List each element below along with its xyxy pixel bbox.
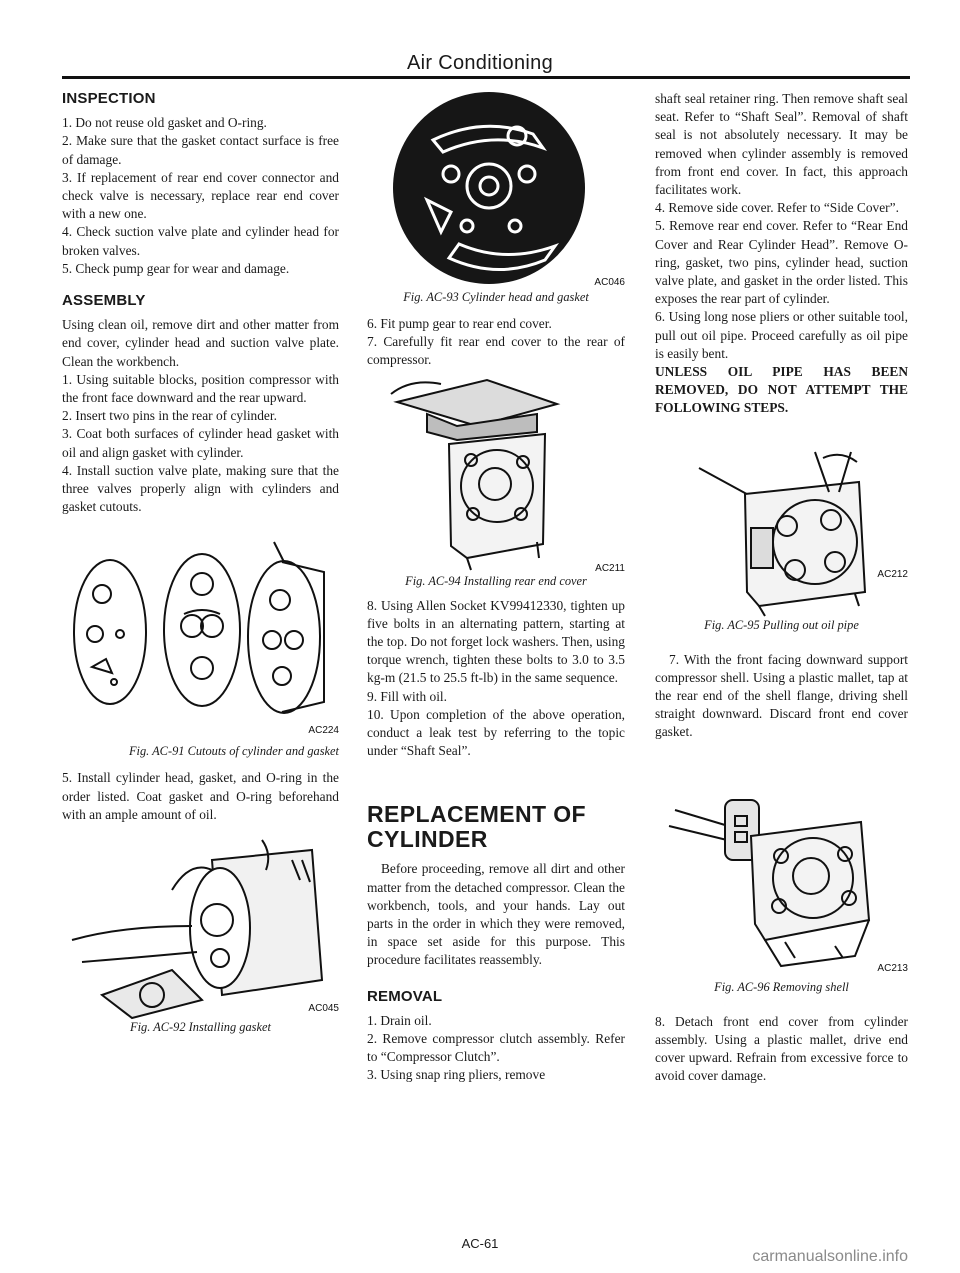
- figure-code: AC046: [594, 277, 625, 288]
- figure-ac96: [655, 770, 908, 980]
- figure-code: AC212: [877, 568, 908, 580]
- figure-code: AC045: [308, 1003, 339, 1015]
- figure-code: AC211: [595, 562, 625, 574]
- removal-item: 5. Remove rear end cover. Refer to “Rear End Cover and Rear Cylinder Head”. Remove O-ring, gasket, two pins, cylinder head, suction valve plate, and gasket in the order listed. This exposes the rear part of cylinder.: [655, 218, 908, 307]
- cutouts-illustration: [62, 522, 339, 722]
- assembly-item: 2. Insert two pins in the rear of cylinder.: [62, 408, 277, 424]
- assembly-item: 9. Fill with oil.: [367, 688, 447, 704]
- page-header-title: Air Conditioning: [407, 52, 553, 74]
- assembly-item: 6. Fit pump gear to rear end cover.: [367, 316, 552, 331]
- inspection-heading: INSPECTION: [62, 90, 156, 107]
- cylinder-head-illustration: [367, 90, 625, 290]
- removal-item-7: 7. With the front facing downward support compressor shell. Using a plastic mallet, tap at the rear end of the shell flange, driving shell straight downward. Discard front end cover gasket.: [655, 651, 908, 740]
- figure-code: AC213: [877, 962, 908, 974]
- figure-ac92: [62, 830, 339, 1020]
- figure-caption-ac93: Fig. AC-93 Cylinder head and gasket: [403, 290, 589, 304]
- assembly-item: 7. Carefully fit rear end cover to the rear of compressor.: [367, 334, 625, 368]
- warning-text: UNLESS OIL PIPE HAS BEEN REMOVED, DO NOT ATTEMPT THE FOLLOWING STEPS.: [655, 364, 908, 416]
- pulling-oil-pipe-illustration: [655, 446, 908, 618]
- figure-caption-ac95: Fig. AC-95 Pulling out oil pipe: [704, 617, 859, 632]
- figure-ac91: [62, 522, 339, 744]
- rear-end-cover-illustration: [367, 374, 625, 574]
- removal-continued: shaft seal retainer ring. Then remove shaft seal seat. Refer to “Shaft Seal”. Removal of shaft seal is not absolutely necessary. It may be removed when cylinder assembly is removed from front end cover. In fact, this approach facilitates work.: [655, 91, 908, 198]
- figure-ac94: [367, 374, 625, 574]
- removal-item: 2. Remove compressor clutch assembly. Refer to “Compressor Clutch”.: [367, 1031, 625, 1065]
- removal-heading: REMOVAL: [367, 987, 443, 1005]
- page-number: AC-61: [461, 1236, 499, 1251]
- inspection-item: 3. If replacement of rear end cover connector and check valve is necessary, replace rear end cover with a new one.: [62, 169, 339, 222]
- assembly-item: 10. Upon completion of the above operation, conduct a leak test by referring to the topic under “Shaft Seal”.: [367, 706, 625, 759]
- inspection-item: 5. Check pump gear for wear and damage.: [62, 260, 290, 276]
- removing-shell-illustration: [655, 770, 908, 980]
- removal-item: 3. Using snap ring pliers, remove: [367, 1067, 546, 1083]
- removal-item: 6. Using long nose pliers or other suitable tool, pull out oil pipe. Proceed carefully as oil pipe is easily bent.: [655, 309, 908, 361]
- replacement-heading: REPLACEMENT OF CYLINDER: [367, 801, 586, 853]
- header-rule: [62, 76, 910, 79]
- figure-code: AC224: [308, 725, 339, 737]
- figure-ac95: [655, 446, 908, 618]
- removal-item-8: 8. Detach front end cover from cylinder assembly. Using a plastic mallet, drive end cover upward. Refrain from excessive force to avoid cover damage.: [655, 1013, 908, 1084]
- assembly-item: 3. Coat both surfaces of cylinder head gasket with oil and align gasket with cylinder.: [62, 426, 339, 460]
- removal-item: 4. Remove side cover. Refer to “Side Cover”.: [655, 200, 899, 216]
- inspection-item: 2. Make sure that the gasket contact surface is free of damage.: [62, 133, 339, 167]
- assembly-item: 1. Using suitable blocks, position compressor with the front face downward and the rear upward.: [62, 371, 339, 406]
- figure-caption-ac92: Fig. AC-92 Installing gasket: [130, 1020, 271, 1035]
- removal-item: 1. Drain oil.: [367, 1012, 432, 1028]
- assembly-item: 4. Install suction valve plate, making sure that the three valves properly align with cylinders and gasket cutouts.: [62, 462, 339, 515]
- installing-gasket-illustration: [62, 830, 339, 1020]
- column-right: [655, 90, 908, 1085]
- watermark: carmanualsonline.info: [752, 1248, 908, 1265]
- figure-caption-ac91: Fig. AC-91 Cutouts of cylinder and gasket: [128, 744, 339, 759]
- replacement-intro: Before proceeding, remove all dirt and other matter from the detached compressor. Clean the workbench, tools, and your hands. Lay out parts in the order in which they were removed, in space set aside for this purpose. This procedure facilitates reassembly.: [367, 861, 625, 968]
- inspection-item: 4. Check suction valve plate and cylinder head for broken valves.: [62, 224, 339, 258]
- figure-caption-ac94: Fig. AC-94 Installing rear end cover: [405, 573, 587, 588]
- assembly-heading: ASSEMBLY: [62, 292, 146, 310]
- column-left: [62, 90, 339, 1035]
- figure-caption-ac96: Fig. AC-96 Removing shell: [714, 979, 849, 994]
- inspection-item: 1. Do not reuse old gasket and O-ring.: [62, 115, 267, 131]
- assembly-item: 8. Using Allen Socket KV99412330, tighten up five bolts in an alternating pattern, starting at the top. Do not forget lock washers. Then, using torque wrench, tighten these bolts to 3.0 to 3.5 kg-m (21.5 to 25.5 ft-lb) in the same sequence.: [367, 597, 625, 686]
- column-middle: [367, 90, 625, 1085]
- figure-ac93: [367, 90, 625, 290]
- assembly-step-5: 5. Install cylinder head, gasket, and O-ring in the order listed. Coat gasket and O-ring beforehand with an ample amount of oil.: [62, 770, 339, 822]
- assembly-intro: Using clean oil, remove dirt and other matter from end cover, cylinder head and suction valve plate. Clean the workbench.: [62, 317, 339, 369]
